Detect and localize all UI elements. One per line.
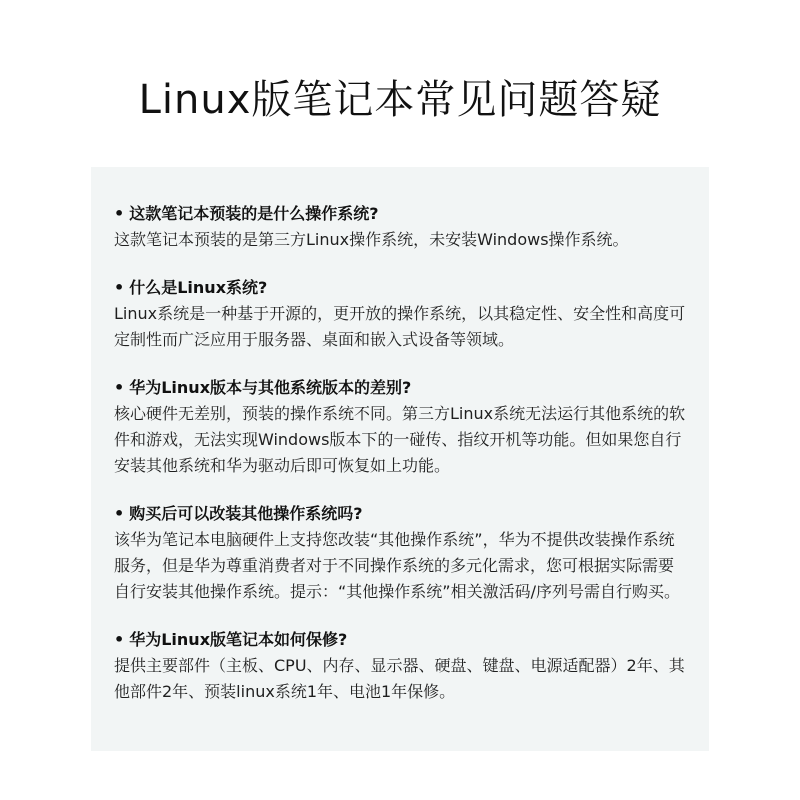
faq-question	[114, 275, 687, 301]
faq-question-text: 华为Linux版本与其他系统版本的差别?	[129, 378, 412, 397]
faq-question	[114, 201, 687, 227]
faq-question-text: 华为Linux版笔记本如何保修?	[129, 630, 348, 649]
bullet-icon: •	[114, 204, 125, 223]
faq-answer: 该华为笔记本电脑硬件上支持您改装“其他操作系统”，华为不提供改装操作系统服务，但是华为尊重消费者对于不同操作系统的多元化需求，您可根据实际需要自行安装其他操作系统。提示：“其他操作系统”相关激活码/序列号需自行购买。	[114, 530, 680, 601]
faq-question-text: 购买后可以改装其他操作系统吗?	[129, 504, 363, 523]
faq-question-text: 这款笔记本预装的是什么操作系统?	[129, 204, 379, 223]
faq-item	[114, 275, 687, 353]
faq-question	[114, 501, 687, 527]
faq-item	[114, 501, 687, 605]
faq-question	[114, 375, 687, 401]
faq-answer: Linux系统是一种基于开源的，更开放的操作系统，以其稳定性、安全性和高度可定制性而广泛应用于服务器、桌面和嵌入式设备等领域。	[114, 304, 686, 349]
faq-question	[114, 627, 687, 653]
faq-answer: 核心硬件无差别，预装的操作系统不同。第三方Linux系统无法运行其他系统的软件和游戏，无法实现Windows版本下的一碰传、指纹开机等功能。但如果您自行安装其他系统和华为驱动后即可恢复如上功能。	[114, 404, 686, 475]
bullet-icon: •	[114, 504, 125, 523]
faq-panel	[91, 167, 709, 751]
faq-answer: 这款笔记本预装的是第三方Linux操作系统，未安装Windows操作系统。	[114, 230, 629, 249]
faq-answer: 提供主要部件（主板、CPU、内存、显示器、硬盘、键盘、电源适配器）2年、其他部件2年、预装linux系统1年、电池1年保修。	[114, 656, 685, 701]
bullet-icon: •	[114, 378, 125, 397]
page-title: Linux版笔记本常见问题答疑	[138, 77, 662, 123]
faq-question-text: 什么是Linux系统?	[129, 278, 268, 297]
faq-item	[114, 375, 687, 479]
faq-item	[114, 627, 687, 705]
faq-item	[114, 201, 687, 253]
bullet-icon: •	[114, 630, 125, 649]
bullet-icon: •	[114, 278, 125, 297]
